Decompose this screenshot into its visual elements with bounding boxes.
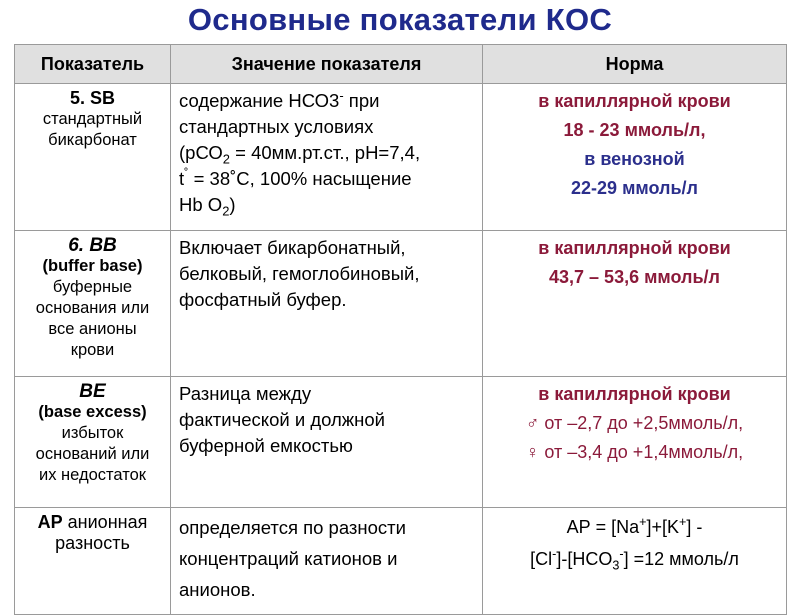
indicator-name-line <box>15 512 170 533</box>
table-row <box>15 231 787 377</box>
value-sub: 2 <box>222 203 230 219</box>
indicator-name: ВЕ <box>79 381 106 402</box>
value-cell <box>171 508 483 615</box>
value-line: стандартных условиях <box>179 116 374 137</box>
value-sub: 2 <box>222 151 230 167</box>
norm-sup: - <box>552 547 557 561</box>
norm-sup: + <box>679 515 687 529</box>
value-cell <box>171 377 483 508</box>
norm-line <box>483 543 786 575</box>
value-line: буферной емкостью <box>179 435 353 456</box>
indicator-subname: (buffer base) <box>42 257 143 275</box>
value-sup: ˚ <box>184 165 189 181</box>
norm-cell <box>483 377 787 508</box>
norm-line: 43,7 – 53,6 ммоль/л <box>549 267 720 287</box>
norm-line: ♀ от –3,4 до +1,4ммоль/л, <box>525 442 744 462</box>
value-text: при <box>343 90 380 111</box>
norm-text: [Cl <box>530 549 553 569</box>
indicator-desc: крови <box>70 341 115 359</box>
norm-line <box>483 511 786 543</box>
indicator-desc: разность <box>55 533 130 553</box>
norm-line: в венозной <box>584 149 685 169</box>
indicator-subname: (base excess) <box>38 403 147 421</box>
norm-text: АР = [Na <box>566 517 640 537</box>
value-text: содержание НСО3 <box>179 90 340 111</box>
norm-line: 22-29 ммоль/л <box>571 178 698 198</box>
norm-text: ] =12 ммоль/л <box>623 549 739 569</box>
value-line <box>179 140 476 166</box>
indicator-name: 5. SB <box>69 88 116 108</box>
acid-base-table <box>14 44 787 615</box>
value-line: анионов. <box>179 579 256 600</box>
table-row <box>15 508 787 615</box>
header-indicator: Показатель <box>15 45 171 84</box>
indicator-desc: буферные <box>52 278 133 296</box>
indicator-cell <box>15 231 171 377</box>
value-text: Hb O <box>179 194 223 215</box>
value-cell <box>171 84 483 231</box>
indicator-cell <box>15 377 171 508</box>
norm-line: в капиллярной крови <box>538 91 731 111</box>
value-text: = 40мм.рт.ст., рН=7,4, <box>230 142 421 163</box>
value-line: белковый, гемоглобиновый, <box>179 263 420 284</box>
indicator-cell <box>15 508 171 615</box>
value-line <box>179 192 476 218</box>
indicator-name: АР <box>37 512 63 532</box>
value-line <box>179 166 476 192</box>
norm-cell <box>483 231 787 377</box>
indicator-desc: избыток <box>61 424 124 442</box>
value-cell <box>171 231 483 377</box>
header-value: Значение показателя <box>171 45 483 84</box>
indicator-desc: основания или <box>35 299 150 317</box>
norm-cell <box>483 84 787 231</box>
value-text: (рСО <box>179 142 223 163</box>
value-text: t <box>179 168 185 189</box>
indicator-name-rest: анионная <box>62 512 148 532</box>
norm-sup: + <box>639 515 647 529</box>
indicator-desc: стандартный <box>42 110 143 128</box>
value-line: Включает бикарбонатный, <box>179 237 406 258</box>
indicator-name: 6. ВВ <box>68 235 117 256</box>
norm-line: в капиллярной крови <box>538 384 731 404</box>
value-text: = 38˚С, 100% насыщение <box>188 168 412 189</box>
indicator-desc: все анионы <box>48 320 137 338</box>
value-line: Разница между <box>179 383 312 404</box>
norm-line: 18 - 23 ммоль/л, <box>563 120 706 140</box>
value-line: концентраций катионов и <box>179 548 398 569</box>
norm-line: ♂ от –2,7 до +2,5ммоль/л, <box>525 413 744 433</box>
table-header-row <box>15 45 787 84</box>
header-norm: Норма <box>483 45 787 84</box>
norm-text: ]-[HCO <box>556 549 613 569</box>
norm-line: в капиллярной крови <box>538 238 731 258</box>
indicator-desc: их недостаток <box>39 466 146 484</box>
value-line: определяется по разности <box>179 517 406 538</box>
norm-text: ] - <box>686 517 703 537</box>
indicator-cell <box>15 84 171 231</box>
norm-text: ]+[K <box>646 517 680 537</box>
value-line: фактической и должной <box>179 409 386 430</box>
value-line <box>179 88 476 114</box>
value-line: фосфатный буфер. <box>179 289 347 310</box>
page-title: Основные показатели КОС <box>187 2 613 37</box>
norm-sub: 3 <box>612 558 620 573</box>
indicator-desc: бикарбонат <box>48 131 137 149</box>
table-row <box>15 377 787 508</box>
norm-sup: - <box>619 547 624 561</box>
value-text: ) <box>229 194 236 215</box>
indicator-desc: оснований или <box>35 445 150 463</box>
norm-cell <box>483 508 787 615</box>
table-row <box>15 84 787 231</box>
value-sup: - <box>339 87 344 103</box>
